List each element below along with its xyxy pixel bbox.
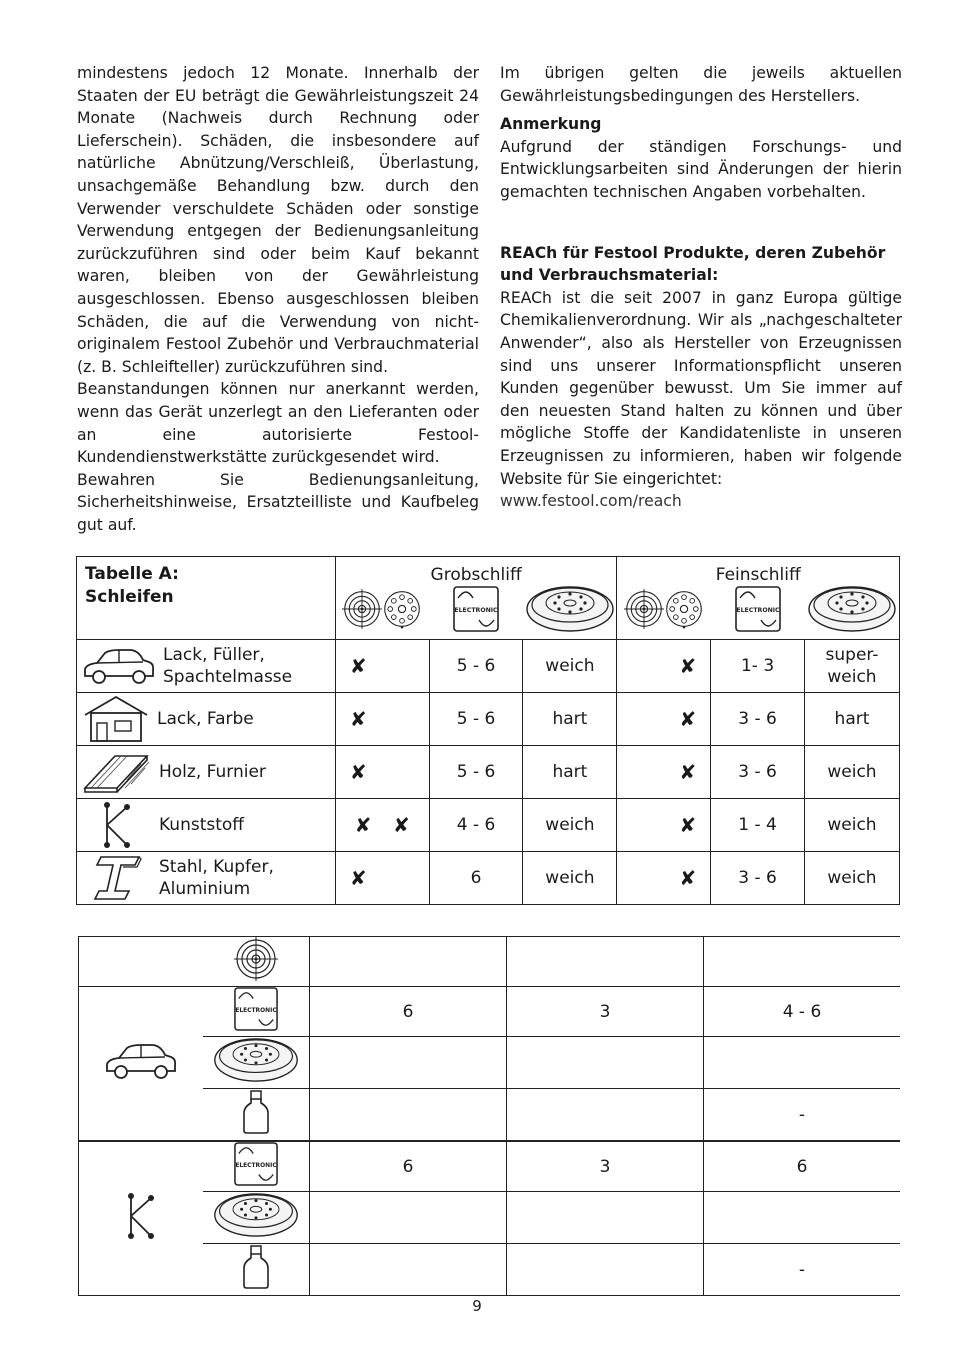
header-target-cell — [203, 937, 310, 987]
coarse-speed: 4 - 6 — [429, 798, 523, 851]
fine-mark: ✘ — [679, 759, 697, 784]
car-icon — [103, 1041, 179, 1081]
plastic-electronic-value: 3 — [507, 1141, 704, 1192]
coarse-speed: 6 — [429, 851, 523, 904]
electronic-icon-cell — [203, 987, 310, 1037]
car-electronic-value: 3 — [507, 987, 704, 1037]
car-group-cell — [79, 987, 204, 1142]
material-label: Stahl, Kupfer, Aluminium — [159, 856, 274, 899]
fine-pad: weich — [804, 851, 899, 904]
electronic-icon — [453, 586, 499, 632]
electronic-icon — [234, 987, 278, 1031]
plastic-pad-value — [507, 1192, 704, 1244]
house-icon — [81, 695, 151, 743]
anmerkung-heading: Anmerkung — [500, 115, 602, 134]
table-row — [77, 745, 900, 798]
header-col-3 — [704, 937, 901, 987]
bottle-icon-cell — [203, 1244, 310, 1296]
header-col-1 — [310, 937, 507, 987]
plastic-group-cell — [79, 1141, 204, 1296]
car-pad-value — [310, 1037, 507, 1089]
pad-icon-cell — [203, 1037, 310, 1089]
coarse-sanding-header: Grobschliff — [335, 557, 617, 586]
polish-bottle-icon — [241, 1089, 271, 1135]
fine-pad: super- weich — [804, 639, 899, 692]
table-row — [77, 851, 900, 904]
coarse-mark: ✘ — [349, 706, 367, 731]
fine-speed: 3 - 6 — [711, 745, 805, 798]
electronic-icon — [735, 586, 781, 632]
plastic-pad-value — [704, 1192, 901, 1244]
fine-speed: 1- 3 — [711, 639, 805, 692]
target-stroke-icon — [624, 589, 664, 629]
table-a-sanding — [76, 556, 900, 905]
coarse-mark: ✘ — [349, 865, 367, 890]
fine-speed: 3 - 6 — [711, 692, 805, 745]
fine-speed: 3 - 6 — [711, 851, 805, 904]
fine-mark: ✘ — [679, 706, 697, 731]
sanding-pad-icon — [525, 585, 615, 633]
right-text-column — [500, 62, 902, 513]
fine-electronic-icon-cell — [711, 585, 805, 639]
electronic-icon — [234, 1142, 278, 1186]
car-electronic-value: 6 — [310, 987, 507, 1037]
fine-pad: weich — [804, 798, 899, 851]
reach-heading: REACh für Festool Produkte, deren Zubehör und Verbrauchsmaterial: — [500, 243, 886, 285]
material-label: Lack, Füller, Spachtelmasse — [163, 644, 293, 687]
coarse-pad: weich — [523, 798, 617, 851]
polish-bottle-icon — [241, 1244, 271, 1290]
coarse-pad: weich — [523, 851, 617, 904]
fine-mark: ✘ — [679, 812, 697, 837]
coarse-mark: ✘ — [393, 812, 410, 837]
plastic-electronic-value: 6 — [704, 1141, 901, 1192]
corner-cell — [79, 937, 204, 987]
car-electronic-value: 4 - 6 — [704, 987, 901, 1037]
random-orbit-icon — [382, 589, 422, 629]
coarse-speed: 5 - 6 — [429, 639, 523, 692]
plastic-icon — [81, 801, 153, 849]
warranty-conditions-paragraph: Im übrigen gelten die jeweils aktuellen Gewährleistungsbedingungen des Herstellers. — [500, 64, 902, 105]
target-stroke-icon — [234, 937, 278, 981]
coarse-mark: ✘ — [349, 653, 367, 678]
material-label: Kunststoff — [159, 814, 245, 835]
coarse-stroke-icons — [335, 585, 429, 639]
fine-pad-icon-cell — [804, 585, 899, 639]
car-icon — [81, 646, 157, 686]
complaints-paragraph: Beanstandungen können nur anerkannt werden, wenn das Gerät unzerlegt an den Lieferanten oder an eine autorisierte Festool-Kundendienstwerkstätte zurückgesendet wird. — [77, 380, 479, 467]
plastic-bottle-value: - — [704, 1244, 901, 1296]
bottle-icon-cell — [203, 1089, 310, 1142]
fine-sanding-header: Feinschliff — [617, 557, 900, 586]
table-a-title: Tabelle A: Schleifen — [77, 557, 336, 640]
fine-pad: weich — [804, 745, 899, 798]
target-stroke-icon — [342, 589, 382, 629]
table-row — [77, 639, 900, 692]
plastic-pad-value — [310, 1192, 507, 1244]
anmerkung-text: Aufgrund der ständigen Forschungs- und Entwicklungsarbeiten sind Änderungen der hierin gemachten technischen Angaben vorbehalten. — [500, 137, 902, 201]
coarse-electronic-icon-cell — [429, 585, 523, 639]
fine-mark: ✘ — [679, 865, 697, 890]
sanding-pad-icon — [211, 1037, 301, 1083]
coarse-pad-icon-cell — [523, 585, 617, 639]
fine-mark: ✘ — [679, 653, 697, 678]
plastic-bottle-value — [507, 1244, 704, 1296]
table-b-polishing — [78, 936, 900, 1296]
fine-speed: 1 - 4 — [711, 798, 805, 851]
reach-text: REACh ist die seit 2007 in ganz Europa gültige Chemikalienverordnung. Wir als „nachgeschalteter Anwender“, also als Hersteller von Erzeugnissen sind uns unserer Informationspflicht unseren Kunden gegenüber bewusst. Um Sie immer auf den neuesten Stand halten zu können und über mögliche Stoffe der Kandidatenliste in unseren Erzeugnissen zu informieren, haben wir folgende Website für Sie eingerichtet: — [500, 288, 902, 488]
pad-icon-cell — [203, 1192, 310, 1244]
car-pad-value — [507, 1037, 704, 1089]
wood-icon — [81, 750, 153, 794]
sanding-pad-icon — [211, 1192, 301, 1238]
left-text-column — [77, 62, 479, 536]
fine-stroke-icons — [617, 585, 711, 639]
plastic-icon — [121, 1192, 161, 1240]
header-col-2 — [507, 937, 704, 987]
material-label: Holz, Furnier — [159, 761, 266, 782]
material-label: Lack, Farbe — [157, 708, 254, 729]
page-number: 9 — [472, 1297, 482, 1315]
warranty-paragraph: mindestens jedoch 12 Monate. Innerhalb der Staaten der EU beträgt die Gewährleistungszeit 24 Monate (Nachweis durch Rechnung oder Lieferschein). Schäden, die insbesondere auf natürliche Abnützung/Verschleiß, Überlastung, unsachgemäße Behandlung bzw. durch den Verwender verschuldete Schäden oder sonstige Verwendung entgegen der Bedienungsanleitung zurückzuführen sind oder beim Kauf bekannt waren, bleiben von der Gewährleistung ausgeschlossen. Ebenso ausgeschlossen bleiben Schäden, die auf die Verwendung von nicht-originalem Festool Zubehör und Verbrauchmaterial (z. B. Schleifteller) zurückzuführen sind. — [77, 64, 479, 376]
coarse-pad: hart — [523, 692, 617, 745]
sanding-pad-icon — [807, 585, 897, 633]
plastic-electronic-value: 6 — [310, 1141, 507, 1192]
coarse-speed: 5 - 6 — [429, 692, 523, 745]
plastic-bottle-value — [310, 1244, 507, 1296]
coarse-pad: weich — [523, 639, 617, 692]
coarse-mark: ✘ — [349, 759, 367, 784]
coarse-speed: 5 - 6 — [429, 745, 523, 798]
electronic-icon-cell — [203, 1141, 310, 1192]
coarse-pad: hart — [523, 745, 617, 798]
table-row — [77, 798, 900, 851]
car-bottle-value — [310, 1089, 507, 1142]
steel-beam-icon — [81, 853, 153, 903]
car-pad-value — [704, 1037, 901, 1089]
car-bottle-value — [507, 1089, 704, 1142]
random-orbit-icon — [664, 589, 704, 629]
reach-url-link[interactable]: www.festool.com/reach — [500, 492, 682, 511]
car-bottle-value: - — [704, 1089, 901, 1142]
coarse-mark: ✘ — [354, 812, 372, 837]
table-row — [77, 692, 900, 745]
fine-pad: hart — [804, 692, 899, 745]
keep-documents-paragraph: Bewahren Sie Bedienungsanleitung, Sicherheitshinweise, Ersatzteilliste und Kaufbeleg gut auf. — [77, 470, 479, 534]
